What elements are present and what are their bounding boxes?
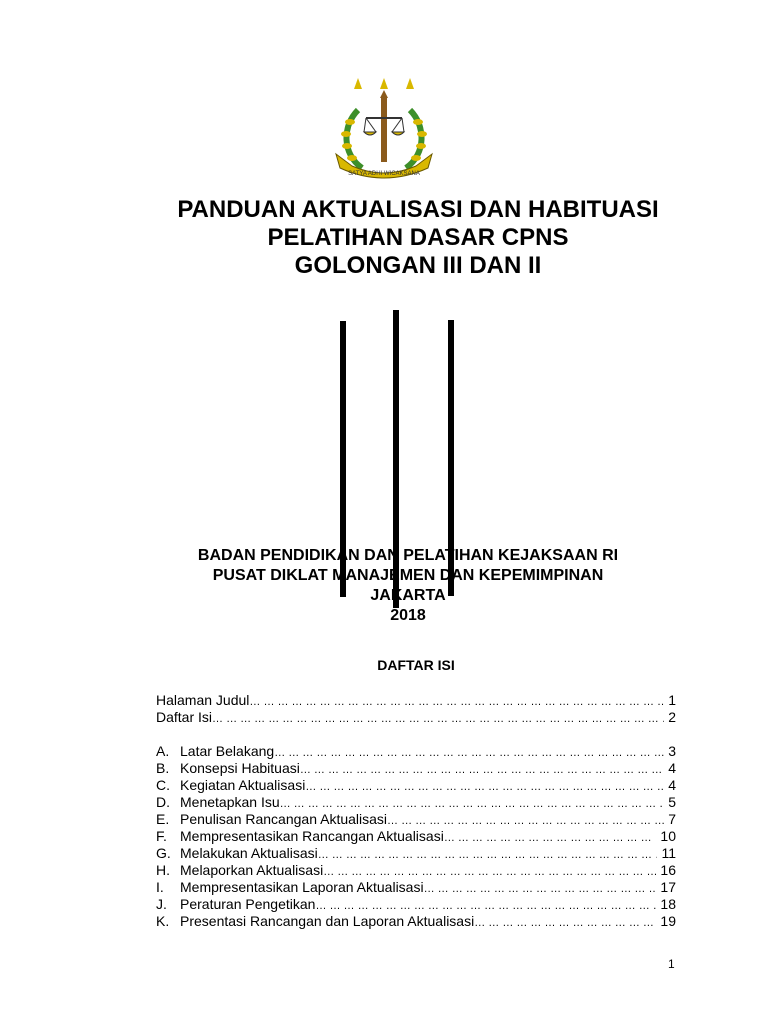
toc-entry[interactable] [156, 811, 676, 828]
toc-entry-letter: I. [156, 879, 164, 895]
toc-leader [387, 811, 664, 828]
toc-front-list [156, 692, 676, 726]
toc-entry-page: 16 [660, 862, 676, 878]
toc-entry-page: 7 [668, 811, 676, 827]
toc-entry[interactable] [156, 743, 676, 760]
toc-entry[interactable] [156, 794, 676, 811]
kejaksaan-emblem-icon [328, 76, 440, 188]
title-line: GOLONGAN III DAN II [294, 252, 542, 279]
organization-year: 2018 [390, 607, 426, 624]
toc-leader [424, 879, 657, 896]
toc-entry-label: Penulisan Rancangan Aktualisasi [180, 811, 388, 827]
toc-entry-page: 4 [668, 777, 676, 793]
toc-entry-label: Halaman Judul [156, 692, 250, 708]
toc-entry[interactable] [156, 692, 676, 709]
toc-entry-label: Kegiatan Aktualisasi [180, 777, 306, 793]
toc-entry-letter: J. [156, 896, 167, 912]
title-line: PANDUAN AKTUALISASI DAN HABITUASI [177, 196, 659, 223]
organization-line: PUSAT DIKLAT MANAJEMEN DAN KEPEMIMPINAN [212, 567, 604, 584]
toc-entry-label: Melaporkan Aktualisasi [180, 862, 324, 878]
toc-leader [300, 760, 664, 777]
organization-line: JAKARTA [370, 587, 446, 604]
toc-entry-page: 17 [660, 879, 676, 895]
toc-leader [323, 862, 656, 879]
toc-leader [274, 743, 664, 760]
organization-line: BADAN PENDIDIKAN DAN PELATIHAN KEJAKSAAN RI [197, 547, 619, 564]
toc-entry[interactable] [156, 828, 676, 845]
toc-entry-page: 2 [668, 709, 676, 725]
toc-entry-letter: B. [156, 760, 170, 776]
toc-entry-letter: C. [156, 777, 170, 793]
toc-entry-label: Melakukan Aktualisasi [180, 845, 318, 861]
toc-entry-letter: G. [156, 845, 171, 861]
toc-entry-label: Konsepsi Habituasi [180, 760, 300, 776]
toc-entry-page: 3 [668, 743, 676, 759]
toc-entry[interactable] [156, 862, 676, 879]
toc-leader [249, 692, 664, 709]
toc-leader [444, 828, 657, 845]
toc-entry-page: 10 [660, 828, 676, 844]
logo-ribbon-text: SATYA ADHI WICAKSANA [348, 171, 420, 177]
toc-entry-label: Peraturan Pengetikan [180, 896, 316, 912]
toc-entry[interactable] [156, 760, 676, 777]
toc-entry-label: Presentasi Rancangan dan Laporan Aktualisasi [180, 913, 475, 929]
toc-entry-letter: D. [156, 794, 170, 810]
toc-entry-page: 19 [660, 913, 676, 929]
toc-entry[interactable] [156, 845, 676, 862]
toc-leader [305, 777, 664, 794]
toc-entry[interactable] [156, 879, 676, 896]
toc-entry-letter: E. [156, 811, 170, 827]
toc-entry-label: Daftar Isi [156, 709, 213, 725]
toc-leader [280, 794, 665, 811]
toc-chapter-list [156, 743, 676, 930]
toc-leader [474, 913, 656, 930]
toc-entry[interactable] [156, 709, 676, 726]
toc-entry-page: 11 [661, 845, 676, 861]
title-line: PELATIHAN DASAR CPNS [267, 224, 569, 251]
document-title [0, 196, 768, 280]
toc-entry-letter: F. [156, 828, 167, 844]
toc-entry-label: Menetapkan Isu [180, 794, 280, 810]
toc-entry-page: 5 [668, 794, 676, 810]
toc-heading: DAFTAR ISI [377, 657, 455, 673]
toc-leader [315, 896, 656, 913]
toc-entry-letter: H. [156, 862, 170, 878]
toc-leader [318, 845, 658, 862]
toc-entry[interactable] [156, 913, 676, 930]
toc-entry-page: 1 [668, 692, 676, 708]
toc-entry-page: 18 [660, 896, 676, 912]
toc-entry[interactable] [156, 896, 676, 913]
toc-entry-label: Mempresentasikan Rancangan Aktualisasi [180, 828, 444, 844]
page-number: 1 [668, 957, 675, 971]
toc-entry-label: Mempresentasikan Laporan Aktualisasi [180, 879, 424, 895]
toc-entry-label: Latar Belakang [180, 743, 275, 759]
toc-entry-page: 4 [668, 760, 676, 776]
toc-entry[interactable] [156, 777, 676, 794]
toc-leader [212, 709, 664, 726]
toc-entry-letter: A. [156, 743, 170, 759]
toc-entry-letter: K. [156, 913, 170, 929]
organization-block [0, 546, 768, 626]
